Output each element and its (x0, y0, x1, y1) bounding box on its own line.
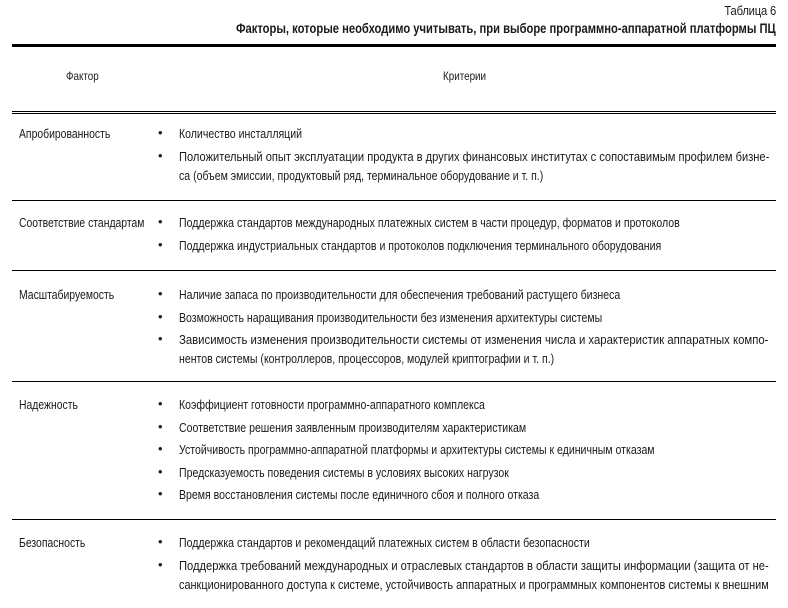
bullet-icon: • (158, 331, 163, 346)
criterion-text: са (объем эмиссии, продуктовый ряд, терминальное оборудование и т. п.) (179, 167, 544, 183)
criterion-text: Зависимость изменения производительности системы от изменения числа и характеристик аппаратных компо- (179, 332, 769, 347)
bullet-icon: • (158, 418, 163, 434)
criterion-text: Поддержка стандартов международных платежных систем в части процедур, форматов и протоколов (179, 215, 680, 230)
row-divider (12, 270, 776, 271)
criterion-text: санкционированного доступа к системе, устойчивость аппаратных и программных компонентов системы к внешним (179, 576, 769, 592)
factor-cell: Соответствие стандартам (19, 215, 145, 230)
row-divider (12, 381, 776, 382)
bullet-icon: • (158, 125, 163, 140)
bullet-icon: • (158, 214, 163, 229)
criterion-text: нентов системы (контроллеров, процессоров, модулей криптографии и т. п.) (179, 351, 555, 366)
column-header-criteria: Критерии (443, 69, 487, 83)
bullet-icon: • (158, 286, 163, 301)
bullet-icon: • (158, 463, 163, 479)
factor-cell: Апробированность (19, 126, 111, 141)
criterion-text: Поддержка стандартов и рекомендаций платежных систем в области безопасности (179, 535, 590, 550)
column-header-factor: Фактор (66, 69, 99, 83)
row-divider (12, 519, 776, 520)
criterion-text: Возможность наращивания производительности без изменения архитектуры системы (179, 309, 603, 325)
row-divider (12, 200, 776, 201)
criterion-text: Количество инсталляций (179, 126, 303, 141)
factor-cell: Масштабируемость (19, 287, 115, 302)
top-rule (12, 44, 776, 47)
criterion-text: Коэффициент готовности программно-аппаратного комплекса (179, 397, 485, 412)
bullet-icon: • (158, 236, 163, 252)
bullet-icon: • (158, 534, 163, 549)
bullet-icon: • (158, 396, 163, 411)
criterion-text: Поддержка индустриальных стандартов и протоколов подключения терминального оборудования (179, 237, 662, 253)
criterion-text: Положительный опыт эксплуатации продукта в других финансовых институтах с сопоставимым профилем бизне- (179, 148, 770, 164)
criterion-text: Предсказуемость поведения системы в условиях высоких нагрузок (179, 464, 509, 480)
header-double-rule (12, 111, 776, 114)
factor-cell: Надежность (19, 397, 78, 412)
criterion-text: Соответствие решения заявленным производителям характеристикам (179, 419, 527, 435)
criterion-text: Поддержка требований международных и отраслевых стандартов в области защиты информации (защита от не- (179, 557, 769, 573)
bullet-icon: • (158, 556, 163, 572)
factor-cell: Безопасность (19, 535, 86, 550)
bullet-icon: • (158, 441, 163, 456)
bullet-icon: • (158, 486, 163, 501)
table-number: Таблица 6 (724, 3, 776, 18)
criterion-text: Наличие запаса по производительности для обеспечения требований растущего бизнеса (179, 287, 621, 302)
table-title: Факторы, которые необходимо учитывать, при выборе программно-аппаратной платформы ПЦ (236, 20, 776, 36)
bullet-icon: • (158, 147, 163, 163)
criterion-text: Время восстановления системы после единичного сбоя и полного отказа (179, 487, 540, 502)
bullet-icon: • (158, 308, 163, 324)
criterion-text: Устойчивость программно-аппаратной платформы и архитектуры системы к единичным отказам (179, 442, 655, 457)
